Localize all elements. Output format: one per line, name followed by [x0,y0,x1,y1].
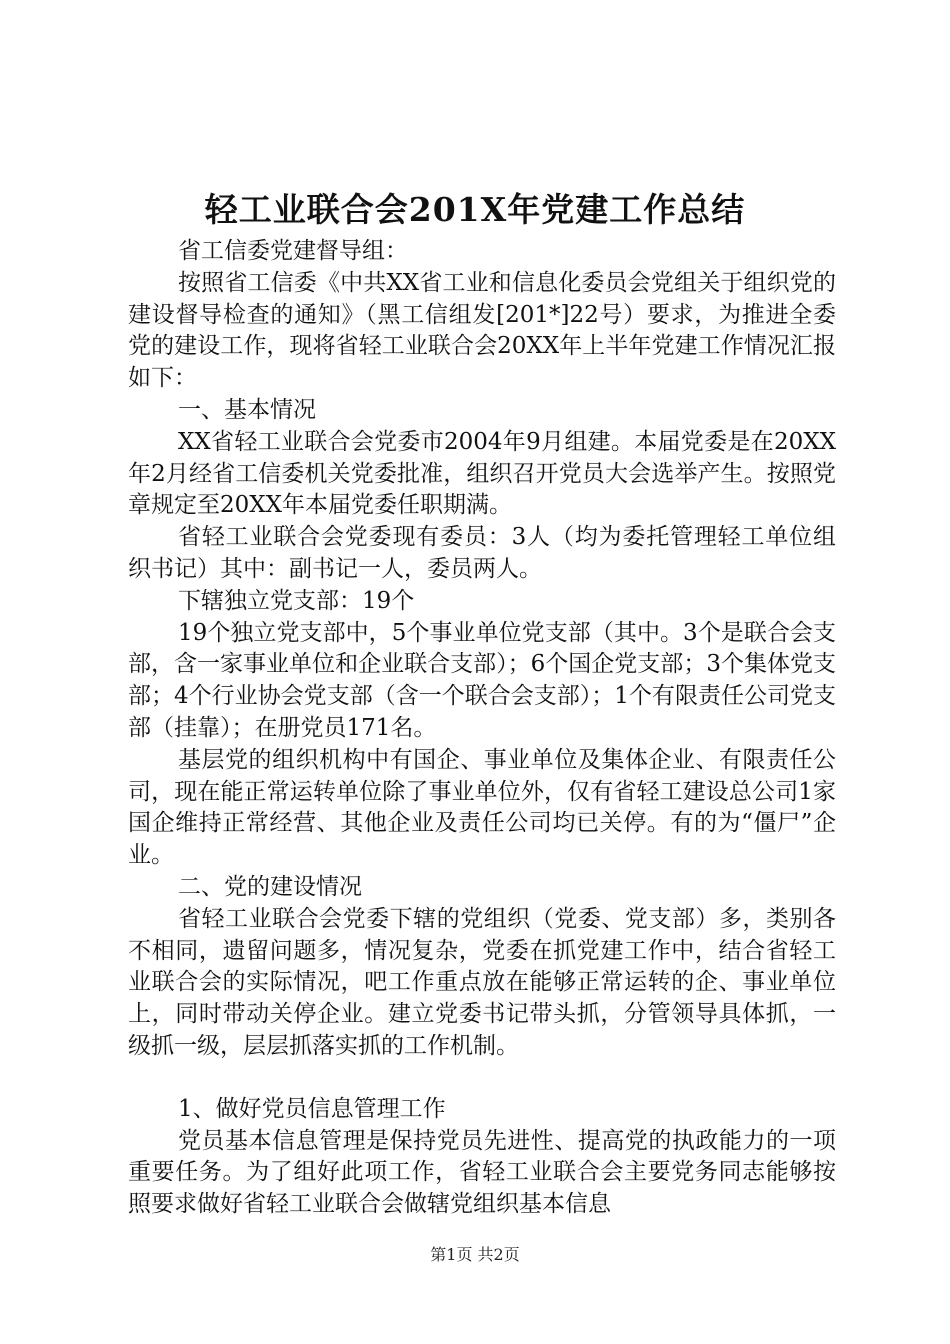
section-heading-basic: 一、基本情况 [178,396,316,423]
page-indicator: 第1页 共2页 [430,1245,520,1264]
intro-paragraph: 按照省工信委《中共XX省工业和信息化委员会党组关于组织党的建设督导检查的通知》（黑工信组发[201*]22号）要求，为推进全委党的建设工作，现将省轻工业联合会20XX年上半年党建工作情况汇报如下： [128,269,836,392]
paragraph: XX省轻工业联合会党委市2004年9月组建。本届党委是在20XX年2月经省工信委机关党委批准，组织召开党员大会选举产生。按照党章规定至20XX年本届党委任职期满。 [128,428,836,519]
document-title: 轻工业联合会201X年党建工作总结 [204,190,746,229]
paragraph: 党员基本信息管理是保持党员先进性、提高党的执政能力的一项重要任务。为了组好此项工作，省轻工业联合会主要党务同志能够按照要求做好省轻工业联合会做辖党组织基本信息 [128,1127,836,1218]
paragraph: 基层党的组织机构中有国企、事业单位及集体企业、有限责任公司，现在能正常运转单位除了事业单位外，仅有省轻工建设总公司1家国企维持正常经营、其他企业及责任公司均已关停。有的为“僵尸”企业。 [128,746,836,869]
subsection-heading: 1、做好党员信息管理工作 [178,1095,446,1122]
paragraph: 19个独立党支部中，5个事业单位党支部（其中。3个是联合会支部，含一家事业单位和企业联合支部）；6个国企党支部；3个集体党支部；4个行业协会党支部（含一个联合会支部）；1个有限责任公司党支部（挂靠）；在册党员171名。 [128,619,836,741]
salutation: 省工信委党建督导组： [178,238,408,264]
paragraph: 省轻工业联合会党委现有委员：3人（均为委托管理轻工单位组织书记）其中：副书记一人，委员两人。 [128,524,836,582]
paragraph: 省轻工业联合会党委下辖的党组织（党委、党支部）多，类别各不相同，遗留问题多，情况复杂，党委在抓党建工作中，结合省轻工业联合会的实际情况，吧工作重点放在能够正常运转的企、事业单位上，同时带动关停企业。建立党委书记带头抓，分管领导具体抓，一级抓一级，层层抓落实抓的工作机制。 [128,905,836,1059]
section-heading-party-building: 二、党的建设情况 [178,873,362,900]
document-body [128,236,836,1221]
paragraph: 下辖独立党支部：19个 [178,587,415,614]
